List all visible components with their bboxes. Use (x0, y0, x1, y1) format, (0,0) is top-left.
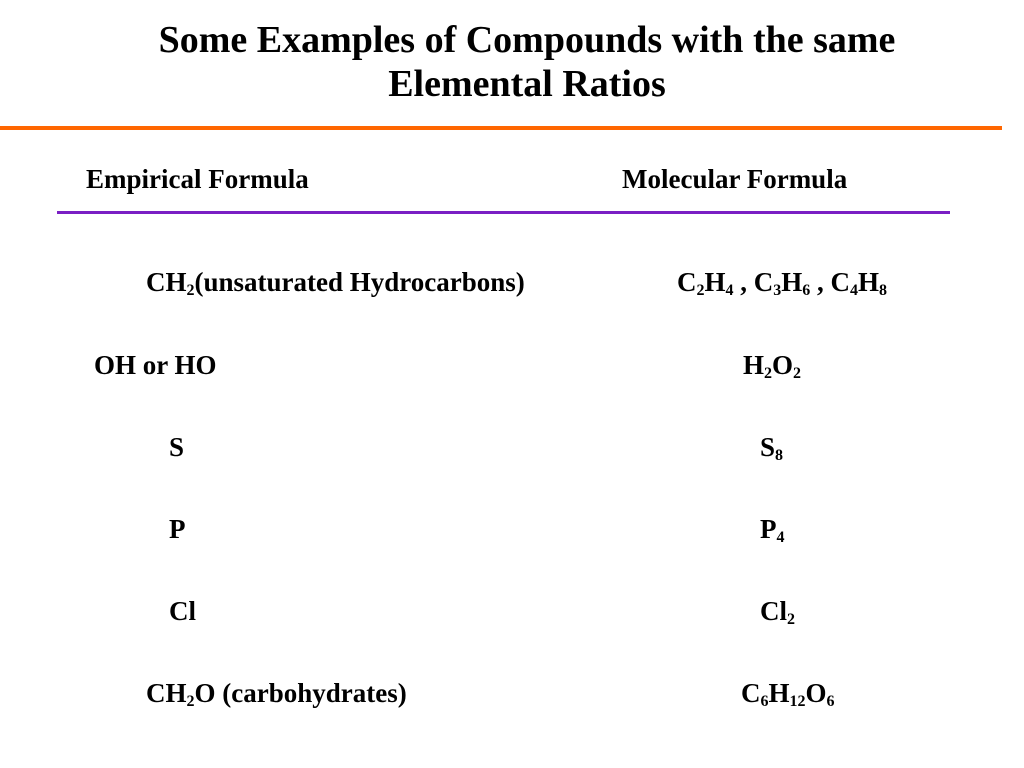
empirical-formula-cell (169, 595, 196, 627)
formula-text: H (858, 267, 880, 297)
molecular-formula-cell (760, 431, 783, 463)
formula-text: S (760, 432, 776, 462)
formula-text: Cl (169, 596, 196, 626)
formula-text: , C (733, 267, 774, 297)
formula-subscript: 2 (793, 365, 802, 382)
slide-title (0, 18, 1024, 106)
title-line-1: Some Examples of Compounds with the same (158, 19, 896, 61)
molecular-formula-cell (743, 349, 801, 381)
formula-text: O (805, 678, 827, 708)
empirical-formula-cell (169, 513, 186, 545)
formula-subscript: 2 (764, 365, 773, 382)
formula-subscript: 12 (789, 693, 806, 710)
molecular-formula-header: Molecular Formula (622, 164, 848, 194)
empirical-formula-cell (94, 349, 217, 381)
formula-subscript: 2 (696, 282, 705, 299)
purple-divider (57, 211, 950, 214)
formula-text: Cl (760, 596, 787, 626)
molecular-formula-cell (677, 266, 887, 298)
formula-text: , C (810, 267, 851, 297)
empirical-formula-cell (146, 677, 407, 709)
orange-divider (0, 126, 1002, 130)
formula-text: CH (146, 267, 187, 297)
formula-subscript: 4 (776, 529, 785, 546)
formula-subscript: 6 (802, 282, 811, 299)
formula-subscript: 2 (186, 282, 195, 299)
formula-text: O (772, 350, 794, 380)
formula-text: C (741, 678, 761, 708)
formula-subscript: 8 (775, 447, 784, 464)
formula-text: P (169, 514, 186, 544)
formula-text: (unsaturated Hydrocarbons) (194, 267, 525, 297)
formula-text: S (169, 432, 185, 462)
molecular-formula-cell (741, 677, 835, 709)
formula-text: C (677, 267, 697, 297)
formula-text: H (781, 267, 803, 297)
molecular-formula-cell (760, 595, 795, 627)
empirical-formula-header: Empirical Formula (86, 164, 309, 194)
formula-subscript: 4 (850, 282, 859, 299)
formula-subscript: 3 (773, 282, 782, 299)
title-line-2: Elemental Ratios (388, 63, 666, 105)
empirical-formula-cell (169, 431, 184, 463)
empirical-formula-cell (146, 266, 525, 298)
formula-subscript: 8 (879, 282, 888, 299)
formula-text: H (704, 267, 726, 297)
formula-subscript: 2 (186, 693, 195, 710)
formula-text: H (768, 678, 790, 708)
formula-text: OH or HO (94, 350, 217, 380)
formula-text: CH (146, 678, 187, 708)
formula-subscript: 4 (725, 282, 734, 299)
formula-subscript: 6 (826, 693, 835, 710)
formula-text: H (743, 350, 765, 380)
formula-text: O (carbohydrates) (194, 678, 407, 708)
formula-subscript: 6 (760, 693, 769, 710)
molecular-formula-cell (760, 513, 785, 545)
formula-text: P (760, 514, 777, 544)
formula-subscript: 2 (787, 611, 795, 628)
